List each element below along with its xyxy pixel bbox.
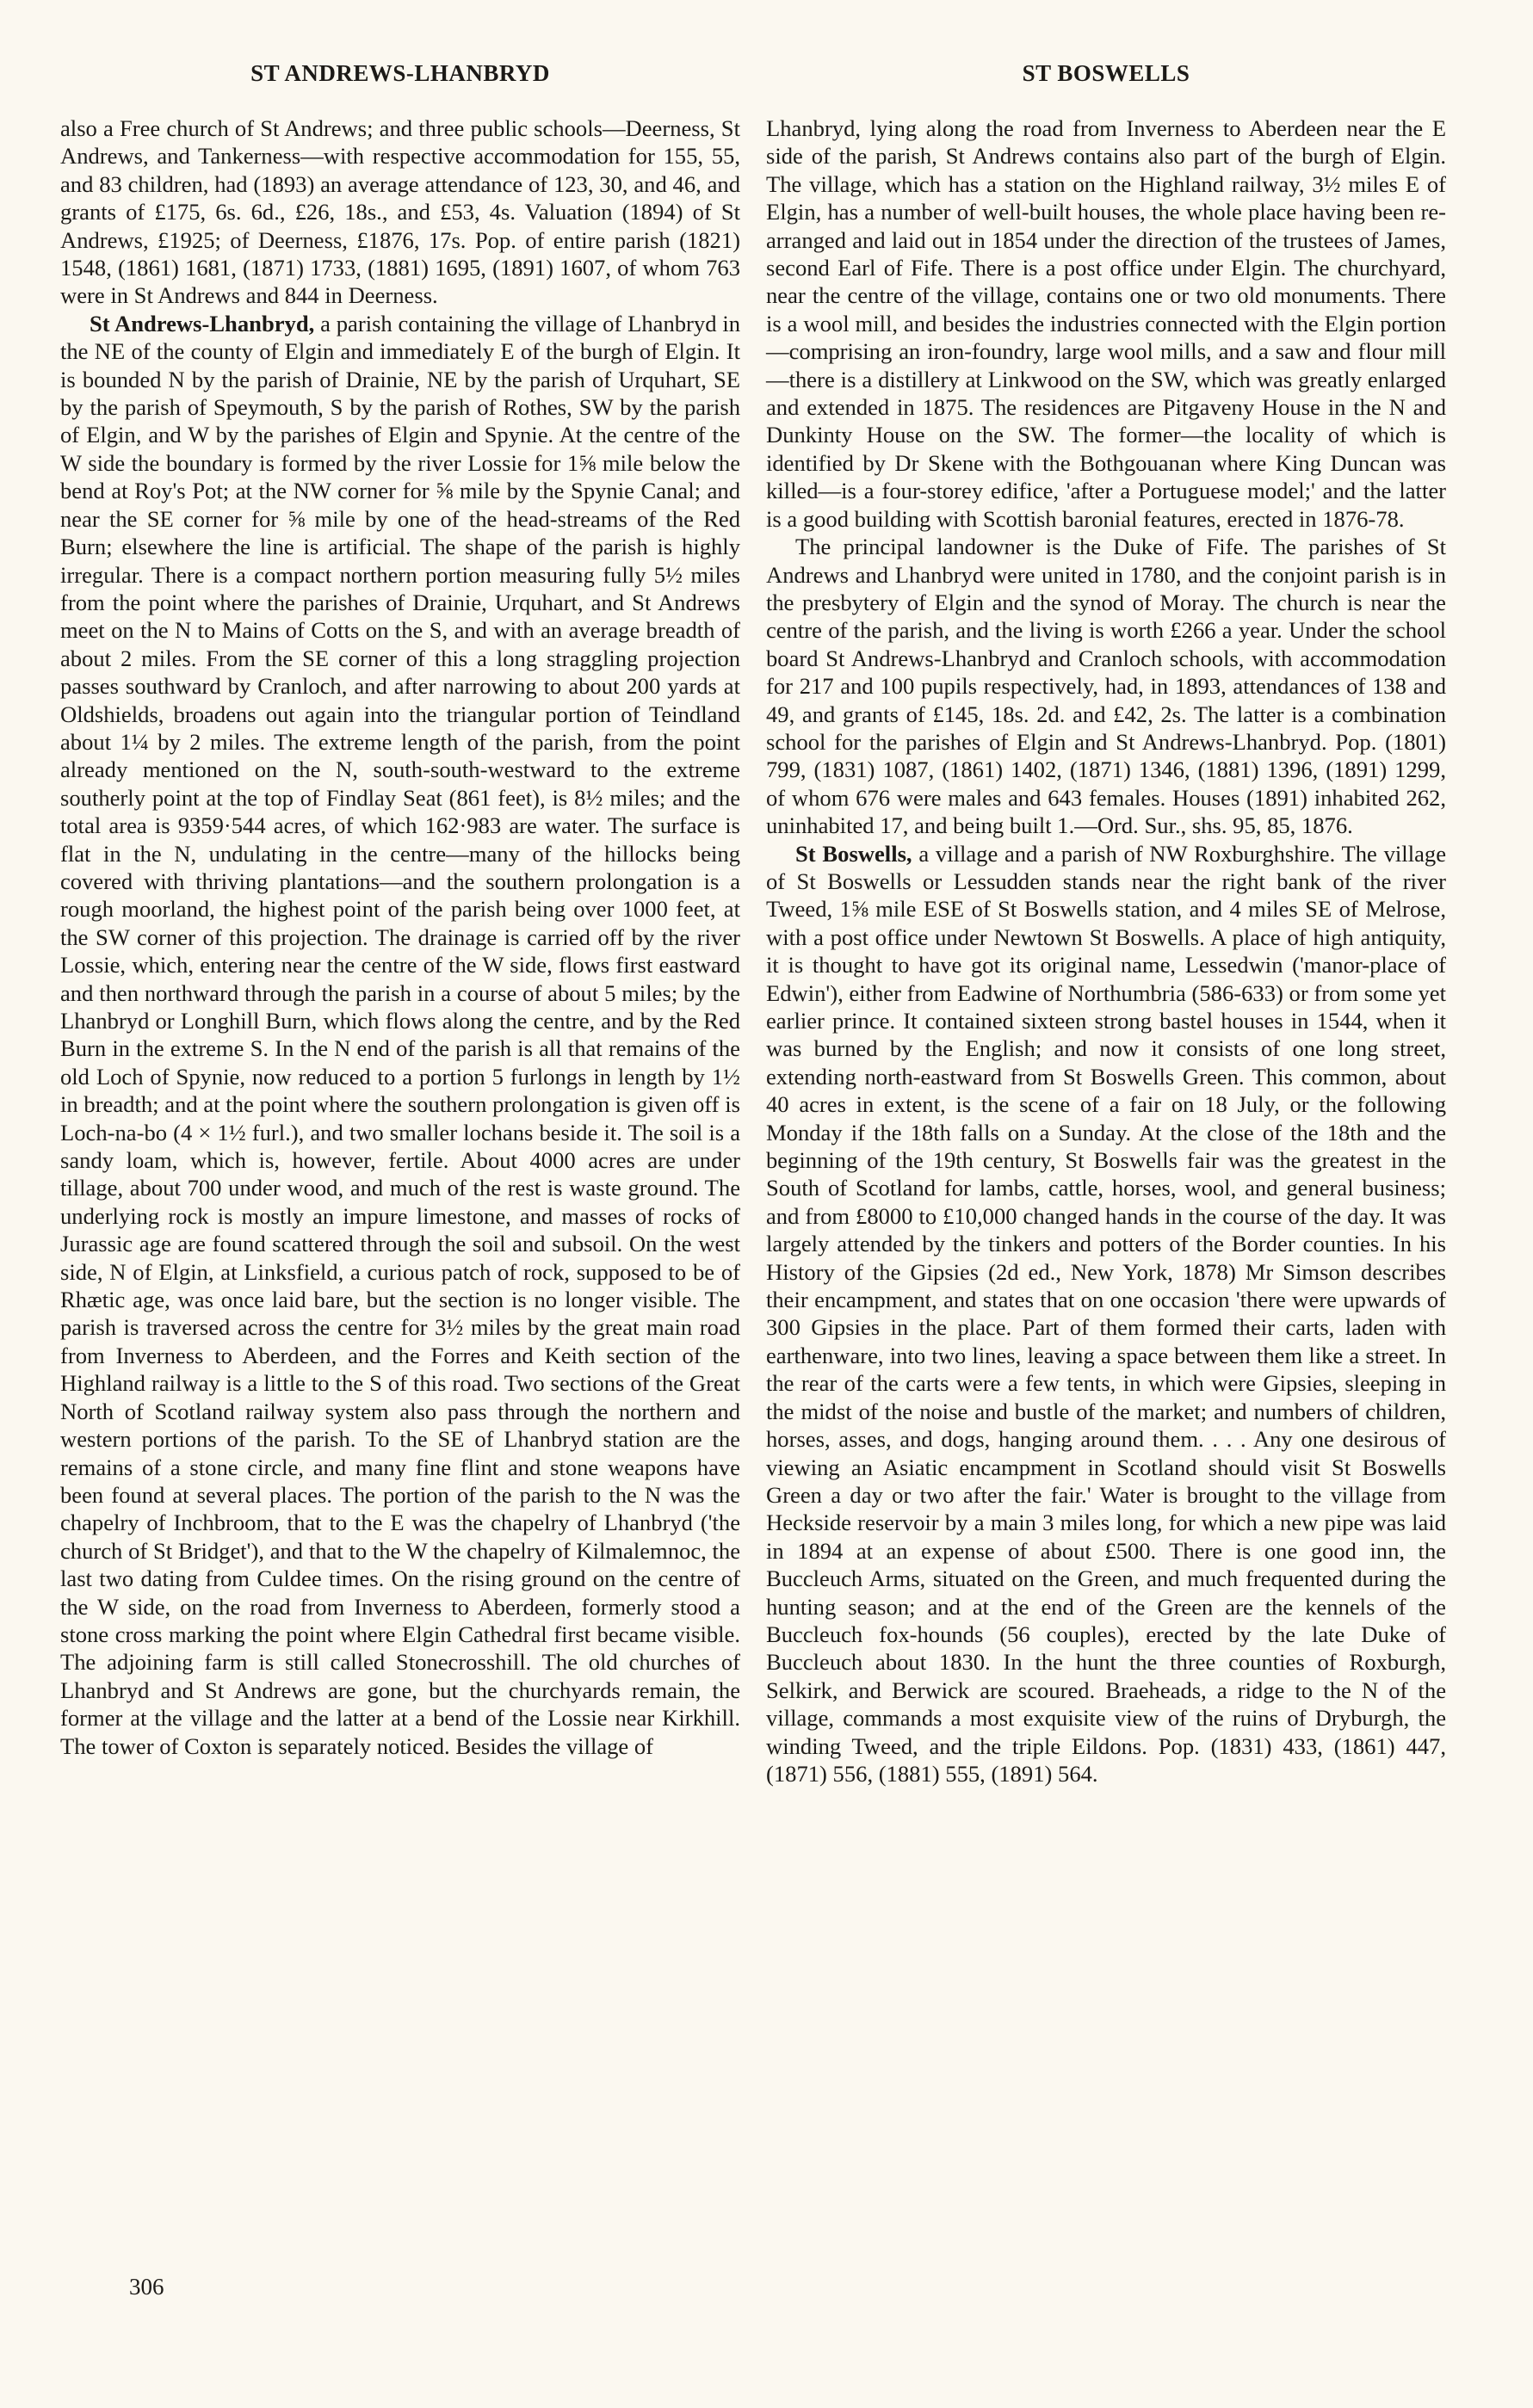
paragraph: [60, 114, 740, 310]
entry-headword: St Boswells,: [795, 840, 912, 867]
running-head-right: ST BOSWELLS: [1022, 60, 1190, 86]
paragraph: [766, 533, 1446, 839]
entry-headword: St Andrews-Lhanbryd,: [90, 310, 315, 337]
paragraph: [60, 310, 740, 1760]
paragraph-body: also a Free church of St Andrews; and three public schools—Deerness, St Andrews, and Tankerness—with respective accommodation for 155, 55, and 83 children, had (1893) an average attendance of 123, 30, and 46, and grants of £175, 6s. 6d., £26, 18s., and £53, 4s. Valuation (1894) of St Andrews, £1925; of Deerness, £1876, 17s. Pop. of entire parish (1821) 1548, (1861) 1681, (1871) 1733, (1881) 1695, (1891) 1607, of whom 763 were in St Andrews and 844 in Deerness.: [60, 115, 740, 309]
paragraph-body: The principal landowner is the Duke of Fife. The parishes of St Andrews and Lhanbryd were united in 1780, and the conjoint parish is in the presbytery of Elgin and the synod of Moray. The church is near the centre of the parish, and the living is worth £266 a year. Under the school board St Andrews-Lhanbryd and Cranloch schools, with accommodation for 217 and 100 pupils respectively, had, in 1893, attendances of 138 and 49, and grants of £145, 18s. 2d. and £42, 2s. The latter is a combination school for the parishes of Elgin and St Andrews-Lhanbryd. Pop. (1801) 799, (1831) 1087, (1861) 1402, (1871) 1346, (1881) 1396, (1891) 1299, of whom 676 were males and 643 females. Houses (1891) inhabited 262, uninhabited 17, and being built 1.—Ord. Sur., shs. 95, 85, 1876.: [766, 534, 1446, 839]
page-number: 306: [129, 2274, 164, 2300]
running-head-left: ST ANDREWS-LHANBRYD: [250, 60, 550, 86]
left-column: [60, 114, 740, 1760]
paragraph-body: a parish containing the village of Lhanbryd in the NE of the county of Elgin and immediately E of the burgh of Elgin. It is bounded N by the parish of Drainie, NE by the parish of Urquhart, SE by the parish of Speymouth, S by the parish of Rothes, SW by the parish of Elgin, and W by the parishes of Elgin and Spynie. At the centre of the W side the boundary is formed by the river Lossie for 1⅝ mile below the bend at Roy's Pot; at the NW corner for ⅝ mile by the Spynie Canal; and near the SE corner for ⅝ mile by one of the head-streams of the Red Burn; elsewhere the line is artificial. The shape of the parish is highly irregular. There is a compact northern portion measuring fully 5½ miles from the point where the parishes of Drainie, Urquhart, and St Andrews meet on the N to Mains of Cotts on the S, and with an average breadth of about 2 miles. From the SE corner of this a long straggling projection passes southward by Cranloch, and after narrowing to about 200 yards at Oldshields, broadens out again into the triangular portion of Teindland about 1¼ by 2 miles. The extreme length of the parish, from the point already mentioned on the N, south-south-westward to the extreme southerly point at the top of Findlay Seat (861 feet), is 8½ miles; and the total area is 9359·544 acres, of which 162·983 are water. The surface is flat in the N, undulating in the centre—many of the hillocks being covered with thriving plantations—and the southern prolongation is a rough moorland, the highest point of the parish being over 1000 feet, at the SW corner of this projection. The drainage is carried off by the river Lossie, which, entering near the centre of the W side, flows first eastward and then northward through the parish in a course of about 5 miles; by the Lhanbryd or Longhill Burn, which flows along the centre, and by the Red Burn in the extreme S. In the N end of the parish is all that remains of the old Loch of Spynie, now reduced to a portion 5 furlongs in length by 1½ in breadth; and at the point where the southern prolongation is given off is Loch-na-bo (4 × 1½ furl.), and two smaller lochans beside it. The soil is a sandy loam, which is, however, fertile. About 4000 acres are under tillage, about 700 under wood, and much of the rest is waste ground. The underlying rock is mostly an impure limestone, and masses of rocks of Jurassic age are found scattered through the soil and subsoil. On the west side, N of Elgin, at Linksfield, a curious patch of rock, supposed to be of Rhætic age, was once laid bare, but the section is no longer visible. The parish is traversed across the centre for 3½ miles by the great main road from Inverness to Aberdeen, and the Forres and Keith section of the Highland railway is a little to the S of this road. Two sections of the Great North of Scotland railway system also pass through the northern and western portions of the parish. To the SE of Lhanbryd station are the remains of a stone circle, and many fine flint and stone weapons have been found at several places. The portion of the parish to the N was the chapelry of Inchbroom, that to the E was the chapelry of Lhanbryd ('the church of St Bridget'), and that to the W the chapelry of Kilmalemnoc, the last two dating from Culdee times. On the rising ground on the centre of the W side, on the road from Inverness to Aberdeen, formerly stood a stone cross marking the point where Elgin Cathedral first became visible. The adjoining farm is still called Stonecrosshill. The old churches of Lhanbryd and St Andrews are gone, but the churchyards remain, the former at the village and the latter at a bend of the Lossie near Kirkhill. The tower of Coxton is separately noticed. Besides the village of: [60, 310, 741, 1759]
paragraph: [766, 114, 1446, 533]
paragraph: [766, 840, 1446, 1788]
paragraph-body: a village and a parish of NW Roxburghshire. The village of St Boswells or Lessudden stands near the right bank of the river Tweed, 1⅝ mile ESE of St Boswells station, and 4 miles SE of Melrose, with a post office under Newtown St Boswells. A place of high antiquity, it is thought to have got its original name, Lessedwin ('manor-place of Edwin'), either from Eadwine of Northumbria (586-633) or from some yet earlier prince. It contained sixteen strong bastel houses in 1544, when it was burned by the English; and now it consists of one long street, extending north-eastward from St Boswells Green. This common, about 40 acres in extent, is the scene of a fair on 18 July, or the following Monday if the 18th falls on a Sunday. At the close of the 18th and the beginning of the 19th century, St Boswells fair was the greatest in the South of Scotland for lambs, cattle, horses, wool, and general business; and from £8000 to £10,000 changed hands in the course of the day. It was largely attended by the tinkers and potters of the Border counties. In his History of the Gipsies (2d ed., New York, 1878) Mr Simson describes their encampment, and states that on one occasion 'there were upwards of 300 Gipsies in the place. Part of them formed their carts, laden with earthenware, into two lines, leaving a space between them like a street. In the rear of the carts were a few tents, in which were Gipsies, sleeping in the midst of the noise and bustle of the market; and numbers of children, horses, asses, and dogs, hanging around them. . . . Any one desirous of viewing an Asiatic encampment in Scotland should visit St Boswells Green a day or two after the fair.' Water is brought to the village from Heckside reservoir by a main 3 miles long, for which a new pipe was laid in 1894 at an expense of about £500. There is one good inn, the Buccleuch Arms, situated on the Green, and much frequented during the hunting season; and at the end of the Green are the kennels of the Buccleuch fox-hounds (56 couples), erected by the late Duke of Buccleuch about 1830. In the hunt the three counties of Roxburgh, Selkirk, and Berwick are scoured. Braeheads, a ridge to the N of the village, commands a most exquisite view of the ruins of Dryburgh, the winding Tweed, and the triple Eildons. Pop. (1831) 433, (1861) 447, (1871) 556, (1881) 555, (1891) 564.: [766, 840, 1446, 1787]
right-column: [766, 114, 1446, 1787]
paragraph-body: Lhanbryd, lying along the road from Inverness to Aberdeen near the E side of the parish, St Andrews contains also part of the burgh of Elgin. The village, which has a station on the Highland railway, 3½ miles E of Elgin, has a number of well-built houses, the whole place having been re-arranged and laid out in 1854 under the direction of the trustees of James, second Earl of Fife. There is a post office under Elgin. The churchyard, near the centre of the village, contains one or two old monuments. There is a wool mill, and besides the industries connected with the Elgin portion—comprising an iron-foundry, large wool mills, and a saw and flour mill—there is a distillery at Linkwood on the SW, which was greatly enlarged and extended in 1875. The residences are Pitgaveny House in the N and Dunkinty House on the SW. The former—the locality of which is identified by Dr Skene with the Bothgouanan where King Duncan was killed—is a four-storey edifice, 'after a Portuguese model;' and the latter is a good building with Scottish baronial features, erected in 1876-78.: [766, 115, 1446, 532]
